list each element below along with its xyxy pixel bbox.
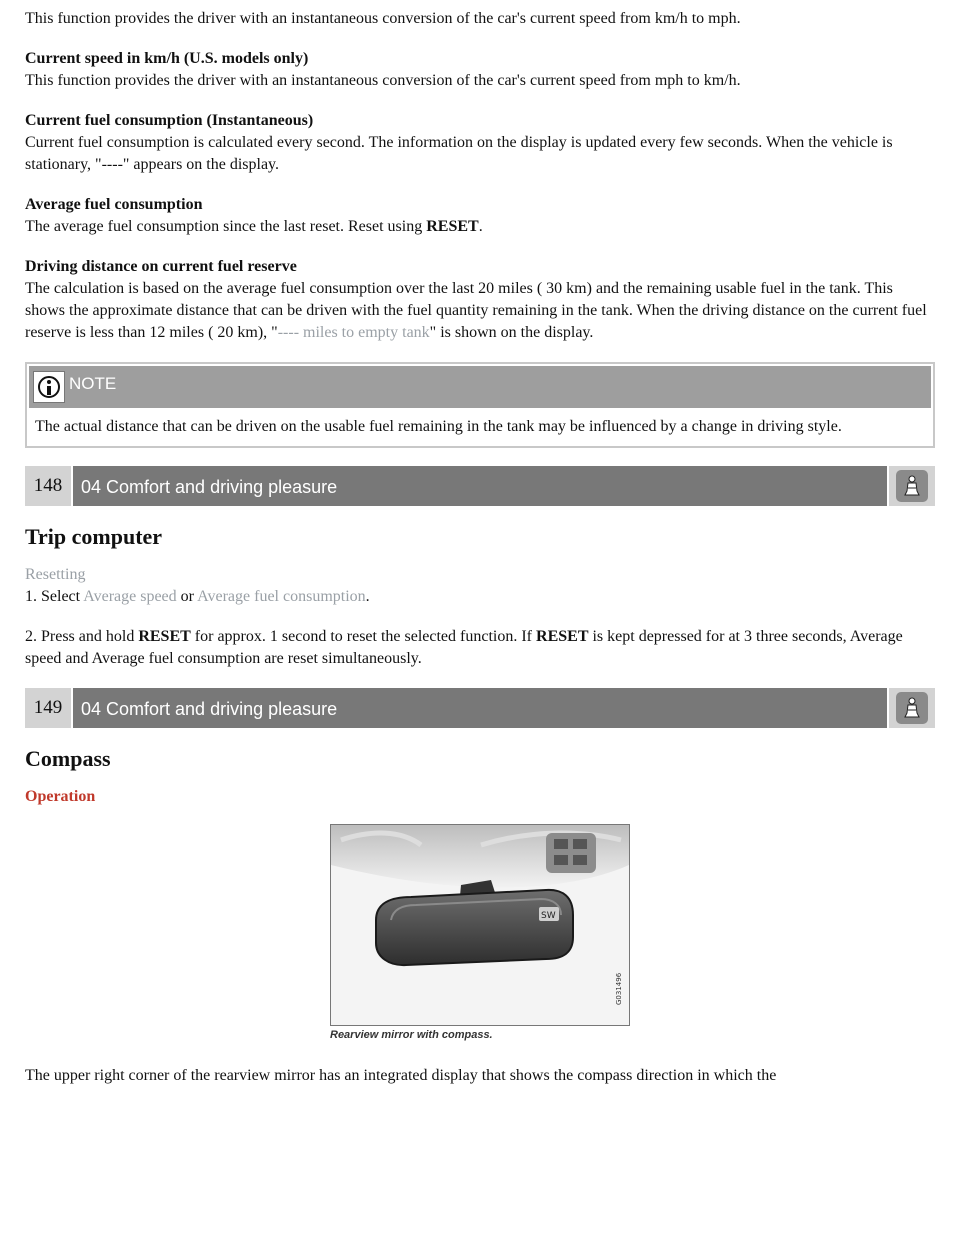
reset-keyword: RESET — [536, 628, 589, 645]
note-text: The actual distance that can be driven on the usable fuel remaining in the tank may be influenced by a change in driving style. — [35, 418, 842, 435]
menu-option-average-fuel: Average fuel consumption — [197, 588, 366, 605]
section-text: This function provides the driver with an instantaneous conversion of the car's current speed from mph to km/h. — [25, 72, 741, 89]
figure-code: G031496 — [615, 972, 623, 1005]
info-icon — [33, 371, 65, 403]
section-driving-distance — [25, 256, 935, 344]
step-1 — [25, 586, 935, 608]
section-text: Current fuel consumption is calculated every second. The information on the display is updated every few seconds. When the vehicle is stationary, "----" appears on the display. — [25, 134, 893, 173]
text-run: for approx. 1 second to reset the selected function. If — [190, 628, 537, 645]
chapter-bar-149 — [25, 688, 935, 728]
intro-paragraph: This function provides the driver with an instantaneous conversion of the car's current speed from km/h to mph. — [25, 10, 741, 27]
step-2 — [25, 626, 935, 670]
text-run: is kept depressed for at 3 three seconds, Average speed and Average fuel consumption are reset simultaneously. — [25, 628, 903, 667]
chapter-title: 04 Comfort and driving pleasure — [73, 688, 887, 728]
note-box — [25, 362, 935, 448]
figure-caption: Rearview mirror with compass. — [330, 1029, 493, 1041]
chapter-icon-cell — [889, 466, 935, 506]
section-heading: Average fuel consumption — [25, 196, 203, 213]
compass-description: The upper right corner of the rearview mirror has an integrated display that shows the compass direction in which the — [25, 1067, 777, 1084]
section-current-fuel — [25, 110, 935, 176]
section-heading: Current fuel consumption (Instantaneous) — [25, 112, 314, 129]
seat-person-icon — [896, 470, 928, 502]
reset-keyword: RESET — [138, 628, 191, 645]
resetting-subheading: Resetting — [25, 566, 86, 583]
section-text — [25, 216, 935, 238]
section-heading: Driving distance on current fuel reserve — [25, 258, 297, 275]
menu-option-average-speed: Average speed — [83, 588, 177, 605]
chapter-title: 04 Comfort and driving pleasure — [73, 466, 887, 506]
chapter-bar-148 — [25, 466, 935, 506]
text-run: The average fuel consumption since the last reset. Reset using — [25, 218, 427, 235]
mirror-figure — [330, 824, 630, 1041]
trip-computer-heading: Trip computer — [25, 524, 163, 549]
operation-subheading: Operation — [25, 788, 96, 805]
text-run: . — [365, 588, 370, 605]
svg-text:SW: SW — [541, 911, 556, 921]
text-run: . — [478, 218, 483, 235]
page-number: 148 — [25, 466, 71, 506]
section-average-fuel — [25, 194, 935, 238]
section-text — [25, 278, 935, 344]
text-run: The calculation is based on the average fuel consumption over the last 20 miles ( 30 km) and the remaining usable fuel in the tank. This shows the approximate distance that can be driven with the fuel quantity remaining in the tank. When the driving distance on the current fuel reserve is less than 12 miles ( 20 km), " — [25, 280, 927, 341]
display-message: ---- miles to empty tank — [277, 324, 430, 341]
seat-person-icon — [896, 692, 928, 724]
text-run: 2. Press and hold — [25, 628, 139, 645]
text-run: or — [176, 588, 198, 605]
section-current-speed — [25, 48, 935, 92]
rearview-mirror-image — [330, 824, 630, 1026]
reset-keyword: RESET — [426, 218, 479, 235]
text-run: 1. Select — [25, 588, 84, 605]
page-number: 149 — [25, 688, 71, 728]
section-heading: Current speed in km/h (U.S. models only) — [25, 50, 309, 67]
compass-heading: Compass — [25, 746, 111, 771]
text-run: " is shown on the display. — [429, 324, 594, 341]
chapter-icon-cell — [889, 688, 935, 728]
note-header — [29, 366, 931, 408]
note-title: NOTE — [69, 374, 117, 393]
